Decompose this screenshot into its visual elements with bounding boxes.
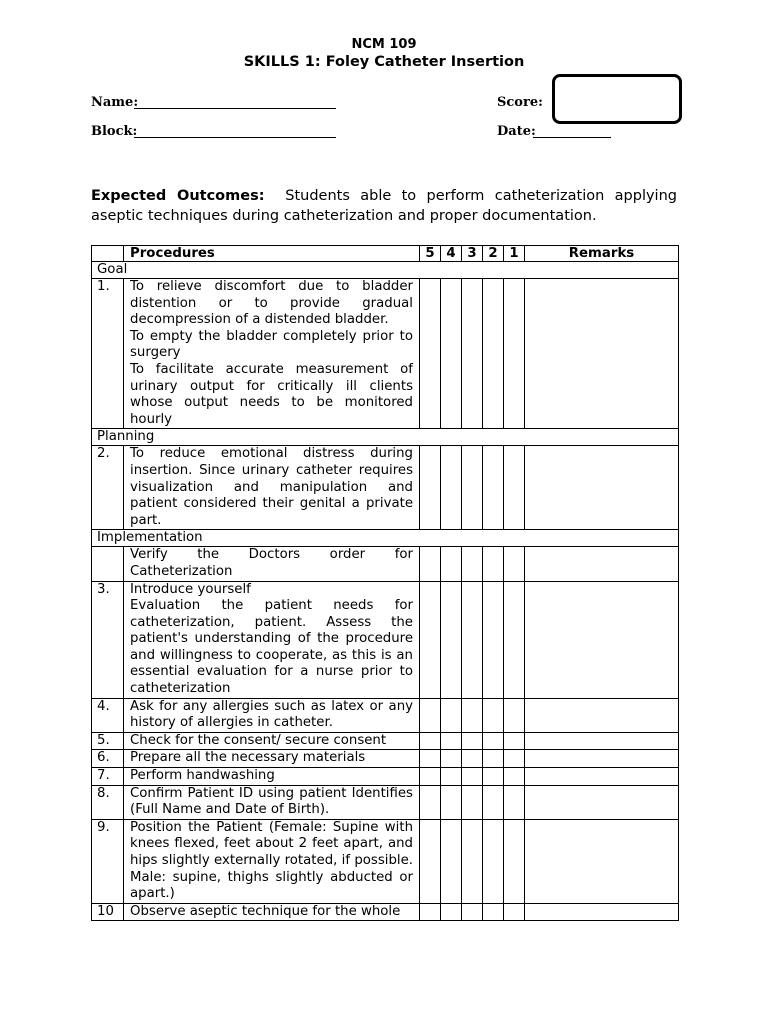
section-label-goal: Goal	[92, 262, 679, 279]
score-cell-2[interactable]	[483, 446, 504, 530]
block-label: Block:	[91, 124, 138, 139]
row-number: 8.	[92, 785, 124, 819]
score-cell-1[interactable]	[504, 581, 525, 698]
page-title: SKILLS 1: Foley Catheter Insertion	[243, 54, 525, 70]
date-field[interactable]	[533, 137, 611, 138]
procedure-text: Evaluation the patient needs for catheterization, patient. Assess the patient's understanding of the procedure and willingness to cooperate, as this is an essential evaluation for a nurse prior to catheterization	[130, 598, 413, 697]
score-cell-5[interactable]	[420, 903, 441, 921]
score-cell-3[interactable]	[462, 750, 483, 768]
score-cell-4[interactable]	[441, 732, 462, 750]
procedure-text: Ask for any allergies such as latex or any history of allergies in catheter.	[130, 698, 413, 731]
score-cell-4[interactable]	[441, 903, 462, 921]
score-cell-1[interactable]	[504, 446, 525, 530]
score-cell-3[interactable]	[462, 581, 483, 698]
table-row	[92, 698, 679, 732]
date-label: Date:	[497, 124, 536, 139]
row-procedure	[124, 446, 420, 530]
procedure-text: Check for the consent/ secure consent	[130, 732, 387, 748]
row-number	[92, 547, 124, 581]
header-row	[92, 246, 679, 262]
row-number: 1.	[92, 279, 124, 429]
score-cell-5[interactable]	[420, 732, 441, 750]
procedure-text: Position the Patient (Female: Supine with knees flexed, feet about 2 feet apart, and hips slightly externally rotated, if possible. Male: supine, thighs slightly abducted or apart.)	[130, 819, 413, 902]
score-cell-1[interactable]	[504, 732, 525, 750]
score-cell-5[interactable]	[420, 279, 441, 429]
score-cell-5[interactable]	[420, 785, 441, 819]
score-cell-2[interactable]	[483, 279, 504, 429]
score-cell-2[interactable]	[483, 785, 504, 819]
procedure-text: Introduce yourself	[130, 581, 251, 597]
score-cell-4[interactable]	[441, 446, 462, 530]
row-procedure	[124, 581, 420, 698]
remarks-cell[interactable]	[525, 446, 679, 530]
section-row-implementation	[92, 530, 679, 547]
remarks-cell[interactable]	[525, 732, 679, 750]
expected-outcomes	[91, 186, 677, 226]
score-cell-4[interactable]	[441, 279, 462, 429]
score-cell-2[interactable]	[483, 819, 504, 903]
section-label-planning: Planning	[92, 429, 679, 446]
section-label-implementation: Implementation	[92, 530, 679, 547]
score-cell-2[interactable]	[483, 903, 504, 921]
score-cell-3[interactable]	[462, 785, 483, 819]
course-code: NCM 109	[351, 37, 417, 52]
header-score-2: 2	[483, 246, 504, 262]
table-row	[92, 446, 679, 530]
procedure-text: Prepare all the necessary materials	[130, 750, 366, 766]
score-cell-3[interactable]	[462, 279, 483, 429]
outcomes-text: Students able to perform catheterization applying aseptic techniques during catheterization and proper documentation.	[91, 188, 677, 224]
name-field[interactable]	[134, 108, 336, 109]
remarks-cell[interactable]	[525, 750, 679, 768]
row-number: 6.	[92, 750, 124, 768]
name-label: Name:	[91, 95, 139, 110]
score-label: Score:	[497, 95, 543, 110]
table-row	[92, 547, 679, 581]
score-cell-4[interactable]	[441, 547, 462, 581]
score-cell-4[interactable]	[441, 581, 462, 698]
row-procedure	[124, 698, 420, 732]
table-row	[92, 903, 679, 921]
score-cell-4[interactable]	[441, 698, 462, 732]
row-procedure	[124, 768, 420, 786]
score-cell-3[interactable]	[462, 547, 483, 581]
score-cell-1[interactable]	[504, 768, 525, 786]
table-row	[92, 819, 679, 903]
table-row	[92, 732, 679, 750]
header-score-3: 3	[462, 246, 483, 262]
remarks-cell[interactable]	[525, 819, 679, 903]
row-number: 7.	[92, 768, 124, 786]
row-procedure	[124, 785, 420, 819]
table-row	[92, 581, 679, 698]
section-row-planning	[92, 429, 679, 446]
row-procedure	[124, 750, 420, 768]
row-number: 4.	[92, 698, 124, 732]
procedure-text: To facilitate accurate measurement of urinary output for critically ill clients whose output needs to be monitored hourly	[130, 361, 413, 427]
score-cell-1[interactable]	[504, 279, 525, 429]
row-procedure	[124, 732, 420, 750]
row-number: 9.	[92, 819, 124, 903]
score-cell-2[interactable]	[483, 750, 504, 768]
table-row	[92, 768, 679, 786]
procedure-text: To reduce emotional distress during insertion. Since urinary catheter requires visualization and manipulation and patient considered their genital a private part.	[130, 446, 413, 528]
score-cell-5[interactable]	[420, 698, 441, 732]
score-cell-3[interactable]	[462, 732, 483, 750]
procedure-text: Observe aseptic technique for the whole	[130, 903, 401, 919]
row-number: 3.	[92, 581, 124, 698]
block-field[interactable]	[134, 137, 336, 138]
header-number	[92, 246, 124, 262]
outcomes-label: Expected Outcomes:	[91, 188, 265, 204]
header-remarks: Remarks	[525, 246, 679, 262]
remarks-cell[interactable]	[525, 279, 679, 429]
score-cell-4[interactable]	[441, 785, 462, 819]
procedure-text: Confirm Patient ID using patient Identifies (Full Name and Date of Birth).	[130, 785, 413, 818]
score-cell-4[interactable]	[441, 750, 462, 768]
score-cell-2[interactable]	[483, 768, 504, 786]
table-row	[92, 279, 679, 429]
header-score-1: 1	[504, 246, 525, 262]
table-row	[92, 785, 679, 819]
score-cell-3[interactable]	[462, 768, 483, 786]
remarks-cell[interactable]	[525, 903, 679, 921]
procedure-text: To relieve discomfort due to bladder distention or to provide gradual decompression of a distended bladder.	[130, 279, 413, 328]
score-cell-4[interactable]	[441, 819, 462, 903]
score-cell-1[interactable]	[504, 698, 525, 732]
score-cell-1[interactable]	[504, 750, 525, 768]
remarks-cell[interactable]	[525, 547, 679, 581]
score-cell-3[interactable]	[462, 446, 483, 530]
table-row	[92, 750, 679, 768]
row-procedure	[124, 547, 420, 581]
score-cell-2[interactable]	[483, 547, 504, 581]
score-cell-4[interactable]	[441, 768, 462, 786]
score-cell-1[interactable]	[504, 903, 525, 921]
row-procedure	[124, 819, 420, 903]
score-cell-5[interactable]	[420, 768, 441, 786]
score-cell-2[interactable]	[483, 581, 504, 698]
score-box[interactable]	[552, 74, 682, 124]
section-row-goal	[92, 262, 679, 279]
score-cell-3[interactable]	[462, 698, 483, 732]
score-cell-3[interactable]	[462, 819, 483, 903]
row-number: 2.	[92, 446, 124, 530]
score-cell-1[interactable]	[504, 785, 525, 819]
checklist-table	[91, 245, 679, 921]
row-number: 5.	[92, 732, 124, 750]
header-score-4: 4	[441, 246, 462, 262]
header-procedures: Procedures	[124, 246, 420, 262]
row-procedure	[124, 279, 420, 429]
score-cell-5[interactable]	[420, 547, 441, 581]
score-cell-2[interactable]	[483, 698, 504, 732]
row-number: 10	[92, 903, 124, 921]
row-procedure	[124, 903, 420, 921]
remarks-cell[interactable]	[525, 768, 679, 786]
procedure-text: To empty the bladder completely prior to surgery	[130, 328, 413, 361]
score-cell-5[interactable]	[420, 446, 441, 530]
score-cell-5[interactable]	[420, 581, 441, 698]
remarks-cell[interactable]	[525, 581, 679, 698]
score-cell-2[interactable]	[483, 732, 504, 750]
procedure-text: Verify the Doctors order for Catheterization	[130, 547, 413, 579]
procedure-text: Perform handwashing	[130, 768, 275, 784]
score-cell-3[interactable]	[462, 903, 483, 921]
score-cell-1[interactable]	[504, 547, 525, 581]
score-cell-5[interactable]	[420, 819, 441, 903]
remarks-cell[interactable]	[525, 785, 679, 819]
header-score-5: 5	[420, 246, 441, 262]
score-cell-5[interactable]	[420, 750, 441, 768]
score-cell-1[interactable]	[504, 819, 525, 903]
remarks-cell[interactable]	[525, 698, 679, 732]
